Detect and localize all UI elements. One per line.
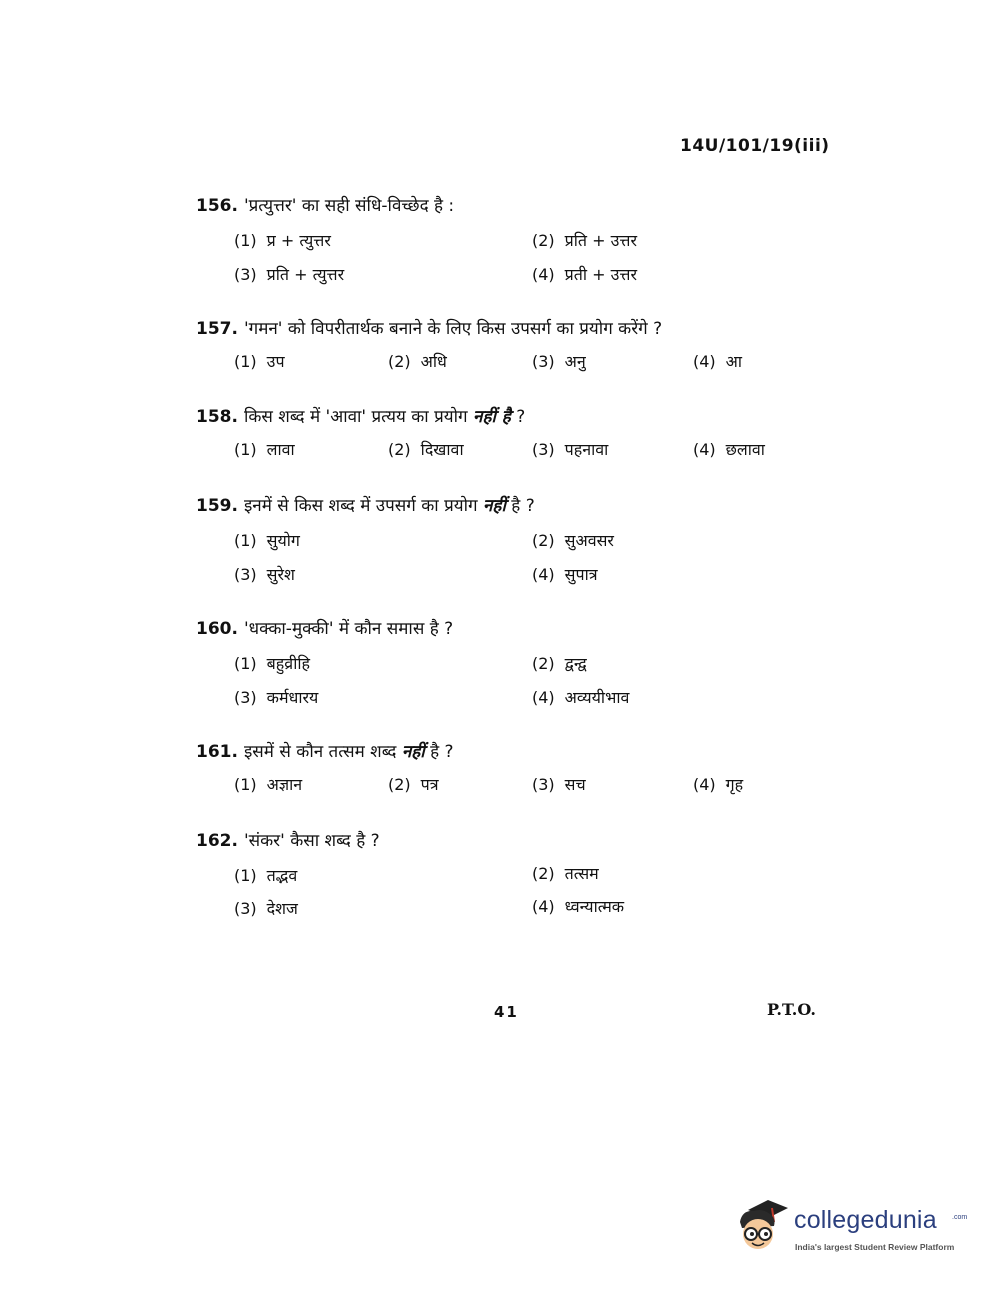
option-2[interactable] (388, 351, 447, 373)
option-text: बहुव्रीहि (266, 654, 310, 673)
option-4[interactable] (693, 439, 765, 461)
question-text (196, 317, 816, 341)
question-157 (196, 317, 816, 375)
option-text: दिखावा (420, 440, 464, 459)
option-number: (1) (234, 440, 257, 459)
option-text: अधि (420, 352, 447, 371)
pto-note: P.T.O. (767, 1000, 816, 1019)
option-text: कर्मधारय (266, 688, 319, 707)
option-3[interactable] (532, 439, 608, 461)
question-text (196, 405, 816, 429)
option-number: (3) (532, 440, 555, 459)
question-stem: किस शब्द में 'आवा' प्रत्यय का प्रयोग (243, 407, 468, 427)
option-number: (2) (532, 654, 555, 673)
option-number: (2) (532, 531, 555, 550)
option-number: (4) (693, 440, 716, 459)
option-4[interactable] (532, 564, 598, 586)
question-stem: 'गमन' को विपरीतार्थक बनाने के लिए किस उपसर्ग का प्रयोग करेंगे ? (243, 319, 663, 339)
negative-emphasis: नहीं है (473, 407, 511, 427)
option-text: प्रती + उत्तर (564, 265, 637, 284)
question-159 (196, 494, 816, 586)
option-2[interactable] (388, 774, 439, 796)
option-number: (4) (532, 897, 555, 916)
mascot-icon (734, 1196, 790, 1256)
option-1[interactable] (234, 653, 310, 675)
option-text: सुपात्र (564, 565, 598, 584)
option-text: आ (725, 352, 743, 371)
option-text: सच (564, 775, 586, 794)
option-text: गृह (725, 775, 744, 794)
option-3[interactable] (234, 898, 298, 920)
option-number: (3) (532, 775, 555, 794)
option-1[interactable] (234, 774, 302, 796)
option-number: (1) (234, 866, 257, 885)
option-4[interactable] (532, 264, 637, 286)
option-number: (1) (234, 775, 257, 794)
option-number: (2) (532, 864, 555, 883)
option-text: छलावा (725, 440, 765, 459)
option-text: देशज (266, 899, 298, 918)
option-3[interactable] (532, 351, 586, 373)
option-number: (4) (693, 352, 716, 371)
question-number: 158. (196, 407, 238, 427)
option-number: (3) (234, 688, 257, 707)
question-number: 159. (196, 496, 238, 516)
option-number: (4) (532, 688, 555, 707)
option-number: (4) (532, 265, 555, 284)
watermark-name: collegedunia (794, 1206, 937, 1234)
option-3[interactable] (234, 564, 295, 586)
option-text: प्रति + त्युत्तर (266, 265, 345, 284)
option-text: उप (266, 352, 285, 371)
option-1[interactable] (234, 530, 300, 552)
question-162 (196, 829, 816, 921)
question-text (196, 494, 816, 518)
option-number: (2) (388, 775, 411, 794)
option-1[interactable] (234, 351, 285, 373)
option-text: लावा (266, 440, 295, 459)
question-number: 162. (196, 831, 238, 851)
watermark-tagline: India's largest Student Review Platform (795, 1242, 955, 1252)
option-number: (2) (532, 231, 555, 250)
question-stem: इसमें से कौन तत्सम शब्द (243, 742, 397, 762)
option-text: ध्वन्यात्मक (564, 897, 625, 916)
option-2[interactable] (532, 863, 599, 885)
option-number: (2) (388, 440, 411, 459)
option-number: (1) (234, 531, 257, 550)
option-text: पहनावा (564, 440, 609, 459)
option-text: अज्ञान (266, 775, 303, 794)
option-number: (2) (388, 352, 411, 371)
option-2[interactable] (532, 230, 637, 252)
option-1[interactable] (234, 230, 331, 252)
option-4[interactable] (532, 896, 624, 918)
option-number: (3) (234, 565, 257, 584)
option-number: (3) (532, 352, 555, 371)
option-2[interactable] (388, 439, 464, 461)
option-4[interactable] (693, 774, 743, 796)
question-158 (196, 405, 816, 463)
option-text: सुरेश (266, 565, 295, 584)
option-3[interactable] (234, 264, 344, 286)
option-text: द्वन्द्व (564, 654, 587, 673)
question-stem: इनमें से किस शब्द में उपसर्ग का प्रयोग (243, 496, 478, 516)
question-stem-end: है ? (511, 496, 535, 516)
question-156 (196, 194, 816, 286)
question-number: 160. (196, 619, 238, 639)
option-text: अव्ययीभाव (564, 688, 630, 707)
paper-code: 14U/101/19(iii) (680, 136, 830, 156)
question-text (196, 194, 816, 218)
option-2[interactable] (532, 653, 587, 675)
negative-emphasis: नहीं (401, 742, 425, 762)
option-2[interactable] (532, 530, 614, 552)
question-text (196, 829, 816, 853)
question-161 (196, 740, 816, 798)
question-stem-end: ? (516, 407, 526, 427)
question-stem-end: है ? (430, 742, 454, 762)
option-text: अनु (564, 352, 586, 371)
option-number: (4) (532, 565, 555, 584)
option-text: तत्सम (564, 864, 599, 883)
option-number: (1) (234, 654, 257, 673)
option-3[interactable] (234, 687, 318, 709)
watermark-domain: .com (952, 1214, 968, 1221)
option-4[interactable] (693, 351, 742, 373)
option-text: पत्र (420, 775, 439, 794)
option-4[interactable] (532, 687, 629, 709)
question-stem: 'धक्का-मुक्की' में कौन समास है ? (243, 619, 454, 639)
question-stem: 'संकर' कैसा शब्द है ? (243, 831, 380, 851)
question-number: 157. (196, 319, 238, 339)
question-text (196, 740, 816, 764)
option-number: (1) (234, 352, 257, 371)
option-text: प्र + त्युत्तर (266, 231, 331, 250)
question-stem: 'प्रत्युत्तर' का सही संधि-विच्छेद है : (243, 196, 455, 216)
question-text (196, 617, 816, 641)
option-text: तद्भव (266, 866, 298, 885)
option-number: (1) (234, 231, 257, 250)
option-number: (3) (234, 265, 257, 284)
option-number: (3) (234, 899, 257, 918)
option-text: सुअवसर (564, 531, 614, 550)
question-number: 161. (196, 742, 238, 762)
negative-emphasis: नहीं (483, 496, 506, 516)
option-1[interactable] (234, 865, 297, 887)
option-number: (4) (693, 775, 716, 794)
option-text: सुयोग (266, 531, 300, 550)
question-number: 156. (196, 196, 238, 216)
page-number: 41 (494, 1003, 519, 1021)
option-3[interactable] (532, 774, 586, 796)
question-160 (196, 617, 816, 709)
option-text: प्रति + उत्तर (564, 231, 637, 250)
option-1[interactable] (234, 439, 295, 461)
collegedunia-watermark (734, 1196, 968, 1260)
